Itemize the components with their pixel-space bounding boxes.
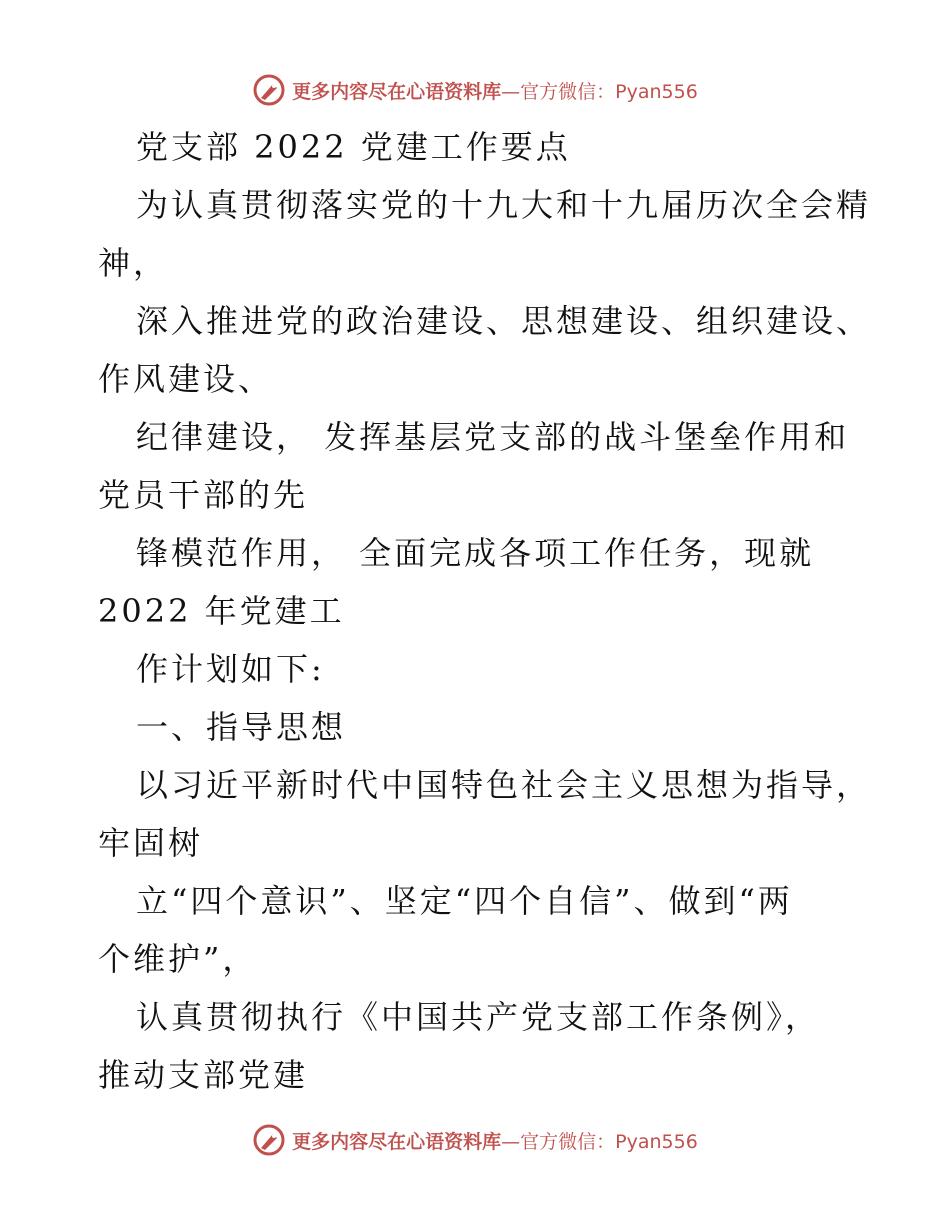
text-line: 认真贯彻执行《中国共产党支部工作条例》， [136, 998, 821, 1036]
text-line: 立“四个意识”、坚定“四个自信”、做到“两 [136, 882, 793, 920]
text-line: 锋模范作用， 全面完成各项工作任务，现就 [136, 534, 815, 572]
text-line: 深入推进党的政治建设、思想建设、组织建设、 [136, 302, 872, 340]
document-body [98, 118, 872, 1104]
text-line: 作风建设、 [98, 360, 274, 398]
text-line: 为认真贯彻落实党的十九大和十九届历次全会精 [136, 186, 872, 224]
text-line: 以习近平新时代中国特色社会主义思想为指导， [136, 766, 872, 804]
pen-nib-logo-icon [252, 1123, 286, 1157]
text-line: 个维护”， [98, 940, 258, 978]
text-line: 神， [98, 244, 169, 282]
text-line: 一、指导思想 [136, 708, 347, 746]
pen-nib-logo-icon [252, 73, 286, 107]
text-line: 作计划如下: [136, 650, 325, 688]
header-watermark [0, 70, 950, 110]
text-line: 2022 年党建工 [98, 592, 345, 630]
watermark-text-main: 更多内容尽在心语资料库 [292, 1130, 502, 1153]
text-line: 推动支部党建 [98, 1056, 309, 1094]
footer-watermark [0, 1120, 950, 1160]
text-line: 党支部 2022 党建工作要点 [136, 128, 571, 166]
watermark-text-sub: —官方微信：Pyan556 [501, 1130, 698, 1153]
text-line: 党员干部的先 [98, 476, 309, 514]
text-line: 纪律建设， 发挥基层党支部的战斗堡垒作用和 [136, 418, 850, 456]
watermark-text-main: 更多内容尽在心语资料库 [292, 80, 502, 103]
watermark-text-sub: —官方微信：Pyan556 [501, 80, 698, 103]
text-line: 牢固树 [98, 824, 204, 862]
